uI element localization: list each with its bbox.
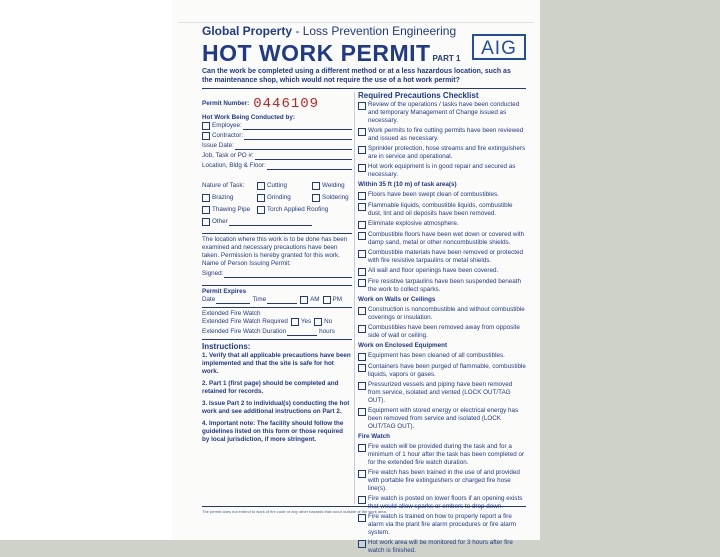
checklist-text: Equipment has been cleaned of all combustibles. bbox=[368, 352, 505, 359]
checklist-item[interactable] bbox=[358, 249, 526, 265]
location-row[interactable] bbox=[202, 162, 352, 170]
expires-block bbox=[202, 285, 352, 304]
signed-label: Signed: bbox=[202, 270, 224, 277]
instructions-title: Instructions: bbox=[202, 342, 251, 351]
checklist-item[interactable] bbox=[358, 220, 526, 229]
checklist-checkbox[interactable] bbox=[358, 514, 366, 522]
checklist-text: Combustibles have been removed away from opposite side of wall or ceiling. bbox=[368, 324, 520, 339]
left-column bbox=[202, 94, 352, 448]
column-divider bbox=[354, 92, 355, 504]
checklist-checkbox[interactable] bbox=[358, 102, 366, 110]
am-checkbox[interactable] bbox=[300, 296, 308, 304]
checklist-checkbox[interactable] bbox=[358, 353, 366, 361]
checklist-text: Construction is noncombustible and without combustible coverings or insulation. bbox=[368, 306, 525, 321]
checklist-text: Combustible floors have been wet down or covered with damp sand, metal or other noncombustible shields. bbox=[368, 231, 525, 246]
checklist-item[interactable] bbox=[358, 267, 526, 276]
job-label: Job, Task or PO #: bbox=[202, 152, 254, 159]
grinding-checkbox[interactable] bbox=[257, 194, 265, 202]
signed-row[interactable] bbox=[202, 270, 352, 278]
checklist-item[interactable] bbox=[358, 145, 526, 161]
pm-label: PM bbox=[332, 296, 342, 303]
instructions-block bbox=[202, 339, 352, 444]
header-rule bbox=[202, 88, 526, 89]
firewatch-required-row[interactable] bbox=[202, 318, 352, 326]
brazing-label: Brazing bbox=[212, 194, 234, 201]
org-name: Global Property bbox=[202, 24, 293, 38]
checklist-text: Flammable liquids, combustible liquids, combustible dust, lint and oil deposits have been removed. bbox=[368, 202, 513, 217]
checklist-item[interactable] bbox=[358, 231, 526, 247]
other-checkbox[interactable] bbox=[202, 218, 210, 226]
employee-line[interactable] bbox=[243, 123, 352, 130]
nature-block bbox=[202, 182, 352, 228]
checklist-text: Eliminate explosive atmosphere. bbox=[368, 220, 459, 227]
footer-note: The permit does not extend to work of fire code or any other hazards that occur outside of the work area. bbox=[202, 506, 526, 514]
contractor-checkbox[interactable] bbox=[202, 132, 210, 140]
expires-row[interactable] bbox=[202, 296, 352, 304]
soldering-label: Soldering bbox=[322, 194, 349, 201]
checklist-item[interactable] bbox=[358, 202, 526, 218]
checklist-checkbox[interactable] bbox=[358, 268, 366, 276]
permit-number: 0446109 bbox=[253, 96, 320, 112]
org-suffix: - Loss Prevention Engineering bbox=[292, 24, 457, 38]
other-label: Other bbox=[212, 218, 228, 225]
checklist-checkbox[interactable] bbox=[358, 496, 366, 504]
checklist-checkbox[interactable] bbox=[358, 232, 366, 240]
checklist-text: Combustible materials have been removed or protected with fire resistive tarpaulins or metal shields. bbox=[368, 249, 524, 264]
authorization-text: The location where this work is to be done has been examined and necessary precautions have been taken. Permission is hereby granted for this work. bbox=[202, 236, 348, 259]
firewatch-required-label: Extended Fire Watch Required bbox=[202, 318, 288, 325]
checklist-checkbox[interactable] bbox=[358, 279, 366, 287]
instruction-1: 1. Verify that all applicable precautions have been implemented and that the site is safe for hot work. bbox=[202, 352, 351, 375]
checklist-text: Review of the operations / tasks have been conducted and temporary Management of Change issued as necessary. bbox=[368, 101, 520, 124]
nature-options bbox=[202, 182, 357, 228]
firewatch-duration-row[interactable] bbox=[202, 328, 352, 336]
checklist-text: Sprinkler protection, hose streams and fire extinguishers are in service and operational. bbox=[368, 145, 526, 160]
checklist-text: Hot work equipment is in good repair and secured as necessary. bbox=[368, 163, 516, 178]
issue-date-label: Issue Date: bbox=[202, 142, 234, 149]
checklist-item[interactable] bbox=[358, 539, 526, 555]
location-line[interactable] bbox=[267, 163, 352, 170]
hours-label: hours bbox=[319, 328, 335, 335]
issuer-label: Name of Person Issuing Permit: bbox=[202, 260, 291, 267]
permit-number-row bbox=[202, 94, 352, 114]
checklist-checkbox[interactable] bbox=[358, 221, 366, 229]
instruction-3: 3. Issue Part 2 to individual(s) conducting the hot work and see additional instructions on Part 2. bbox=[202, 400, 350, 415]
checklist-text: Hot work area will be monitored for 3 hours after fire watch is finished. bbox=[368, 539, 513, 554]
checklist-item[interactable] bbox=[358, 363, 526, 379]
firewatch-block bbox=[202, 307, 352, 336]
checklist-checkbox[interactable] bbox=[358, 307, 366, 315]
checklist-text: Pressurized vessels and piping have been removed from service, isolated and vented (LOCK OUT/TAG OUT). bbox=[368, 381, 513, 404]
expires-time-label: Time bbox=[252, 296, 267, 303]
checklist-item[interactable] bbox=[358, 443, 526, 467]
permit-number-label: Permit Number: bbox=[202, 100, 250, 107]
authorization-block bbox=[202, 233, 352, 278]
checklist-text: Fire resistive tarpaulins have been suspended beneath the work to collect sparks. bbox=[368, 278, 521, 293]
instruction-2: 2. Part 1 (first page) should be completed and retained for records. bbox=[202, 380, 339, 395]
aig-logo: AIG bbox=[472, 34, 526, 60]
checklist-item[interactable] bbox=[358, 407, 526, 431]
checklist-checkbox[interactable] bbox=[358, 146, 366, 154]
checklist-item[interactable] bbox=[358, 278, 526, 294]
employee-checkbox[interactable] bbox=[202, 122, 210, 130]
checklist-checkbox[interactable] bbox=[358, 250, 366, 258]
checklist-text: Fire watch is trained on how to properly report a fire alarm via the plant fire alarm procedures or fire alarm system. bbox=[368, 513, 517, 536]
duration-label: Extended Fire Watch Duration bbox=[202, 328, 287, 335]
expires-date-label: Date bbox=[202, 296, 216, 303]
yes-label: Yes bbox=[300, 318, 312, 325]
within-title: Within 35 ft (10 m) of task area(s) bbox=[358, 181, 457, 188]
soldering-checkbox[interactable] bbox=[312, 194, 320, 202]
checklist-checkbox[interactable] bbox=[358, 470, 366, 478]
checklist-column bbox=[358, 92, 526, 557]
checklist-item[interactable] bbox=[358, 101, 526, 125]
checklist-item[interactable] bbox=[358, 381, 526, 405]
expires-date-line[interactable] bbox=[216, 297, 250, 304]
checklist-text: Containers have been purged of flammable, combustible liquids, vapors or gases. bbox=[368, 363, 526, 378]
pm-checkbox[interactable] bbox=[323, 296, 331, 304]
am-label: AM bbox=[310, 296, 320, 303]
checklist-item[interactable] bbox=[358, 163, 526, 179]
checklist-text: Fire watch will be provided during the task and for a minimum of 1 hour after the task has been completed or for the extended fire watch duration. bbox=[368, 443, 525, 466]
right-margin bbox=[540, 0, 720, 540]
issue-date-row[interactable] bbox=[202, 142, 352, 150]
checklist-checkbox[interactable] bbox=[358, 325, 366, 333]
opt-thawing[interactable] bbox=[202, 206, 257, 214]
checklist-checkbox[interactable] bbox=[358, 192, 366, 200]
checklist-checkbox[interactable] bbox=[358, 164, 366, 172]
checklist-checkbox[interactable] bbox=[358, 408, 366, 416]
thawing-checkbox[interactable] bbox=[202, 206, 210, 214]
part-label: PART 1 bbox=[432, 54, 461, 63]
issue-date-line[interactable] bbox=[235, 143, 352, 150]
duration-line[interactable] bbox=[287, 329, 317, 336]
contractor-label: Contractor: bbox=[212, 132, 244, 139]
expires-title: Permit Expires bbox=[202, 288, 247, 295]
checklist-firewatch bbox=[358, 443, 526, 555]
expires-time-line[interactable] bbox=[267, 297, 297, 304]
employee-row[interactable] bbox=[202, 122, 352, 130]
contractor-line[interactable] bbox=[244, 133, 352, 140]
checklist-title: Required Precautions Checklist bbox=[358, 91, 479, 100]
checklist-item[interactable] bbox=[358, 469, 526, 493]
checklist-within bbox=[358, 191, 526, 294]
signed-line[interactable] bbox=[224, 271, 352, 278]
checklist-item[interactable] bbox=[358, 191, 526, 200]
checklist-text: Fire watch is posted on lower floors if an opening exists that would allow sparks or embers to drop down. bbox=[368, 495, 523, 510]
checklist-item[interactable] bbox=[358, 324, 526, 340]
job-line[interactable] bbox=[255, 153, 352, 160]
welding-label: Welding bbox=[322, 182, 345, 189]
grinding-label: Grinding bbox=[267, 194, 291, 201]
welding-checkbox[interactable] bbox=[312, 182, 320, 190]
form-title-text: HOT WORK PERMIT bbox=[202, 40, 431, 66]
intro-question: Can the work be completed using a different method or at a less hazardous location, such as the maintenance shop, which would not require the use of a hot work permit? bbox=[202, 68, 511, 84]
org-heading bbox=[202, 24, 456, 38]
job-row[interactable] bbox=[202, 152, 352, 160]
checklist-checkbox[interactable] bbox=[358, 128, 366, 136]
opt-grinding[interactable] bbox=[257, 194, 312, 202]
opt-soldering[interactable] bbox=[312, 194, 357, 202]
brazing-checkbox[interactable] bbox=[202, 194, 210, 202]
no-label: No bbox=[324, 318, 333, 325]
permit-sheet bbox=[172, 0, 540, 554]
cutting-label: Cutting bbox=[267, 182, 287, 189]
opt-roofing[interactable] bbox=[257, 206, 357, 214]
checklist-checkbox[interactable] bbox=[358, 203, 366, 211]
checklist-text: Floors have been swept clean of combustibles. bbox=[368, 191, 499, 198]
firewatch-title: Extended Fire Watch bbox=[202, 310, 261, 317]
walls-title: Work on Walls or Ceilings bbox=[358, 296, 436, 303]
cutting-checkbox[interactable] bbox=[257, 182, 265, 190]
checklist-item[interactable] bbox=[358, 513, 526, 537]
firewatch-checklist-title: Fire Watch bbox=[358, 433, 390, 440]
roofing-checkbox[interactable] bbox=[257, 206, 265, 214]
instruction-4: 4. Important note: The facility should follow the guidelines listed on this form or those required by local jurisdiction, if more stringent. bbox=[202, 420, 344, 443]
opt-other[interactable] bbox=[202, 218, 312, 226]
no-checkbox[interactable] bbox=[314, 318, 322, 326]
checklist-item[interactable] bbox=[358, 306, 526, 322]
checklist-checkbox[interactable] bbox=[358, 444, 366, 452]
contractor-row[interactable] bbox=[202, 132, 352, 140]
checklist-walls bbox=[358, 306, 526, 340]
employee-label: Employee: bbox=[212, 122, 242, 129]
opt-cutting[interactable] bbox=[257, 182, 312, 190]
other-line[interactable] bbox=[229, 219, 312, 226]
checklist-checkbox[interactable] bbox=[358, 540, 366, 548]
issuer-row[interactable] bbox=[202, 260, 352, 268]
checklist-text: All wall and floor openings have been covered. bbox=[368, 267, 499, 274]
checklist-text: Work permits to fire cutting permits have been reviewed and issued as necessary. bbox=[368, 127, 524, 142]
opt-welding[interactable] bbox=[312, 182, 357, 190]
nature-row bbox=[202, 172, 352, 180]
yes-checkbox[interactable] bbox=[291, 318, 299, 326]
left-margin bbox=[0, 0, 172, 540]
nature-label-cell bbox=[202, 182, 257, 190]
top-edge bbox=[178, 22, 534, 23]
conducted-by-title: Hot Work Being Conducted by: bbox=[202, 114, 295, 121]
thawing-label: Thawing Pipe bbox=[212, 206, 251, 213]
checklist-enclosed bbox=[358, 352, 526, 431]
checklist-item[interactable] bbox=[358, 352, 526, 361]
enclosed-title: Work on Enclosed Equipment bbox=[358, 342, 448, 349]
checklist-general bbox=[358, 101, 526, 179]
checklist-text: Equipment with stored energy or electrical energy has been removed from service and isolated (LOCK OUT/TAG OUT). bbox=[368, 407, 519, 430]
location-label: Location, Bldg & Floor: bbox=[202, 162, 266, 169]
nature-task-label: Nature of Task: bbox=[202, 182, 245, 189]
checklist-item[interactable] bbox=[358, 127, 526, 143]
checklist-checkbox[interactable] bbox=[358, 364, 366, 372]
roofing-label: Torch Applied Roofing bbox=[267, 206, 329, 213]
checklist-text: Fire watch has been trained in the use of and provided with portable fire extinguishers or charged fire hose line(s). bbox=[368, 469, 520, 492]
checklist-checkbox[interactable] bbox=[358, 382, 366, 390]
opt-brazing[interactable] bbox=[202, 194, 257, 202]
